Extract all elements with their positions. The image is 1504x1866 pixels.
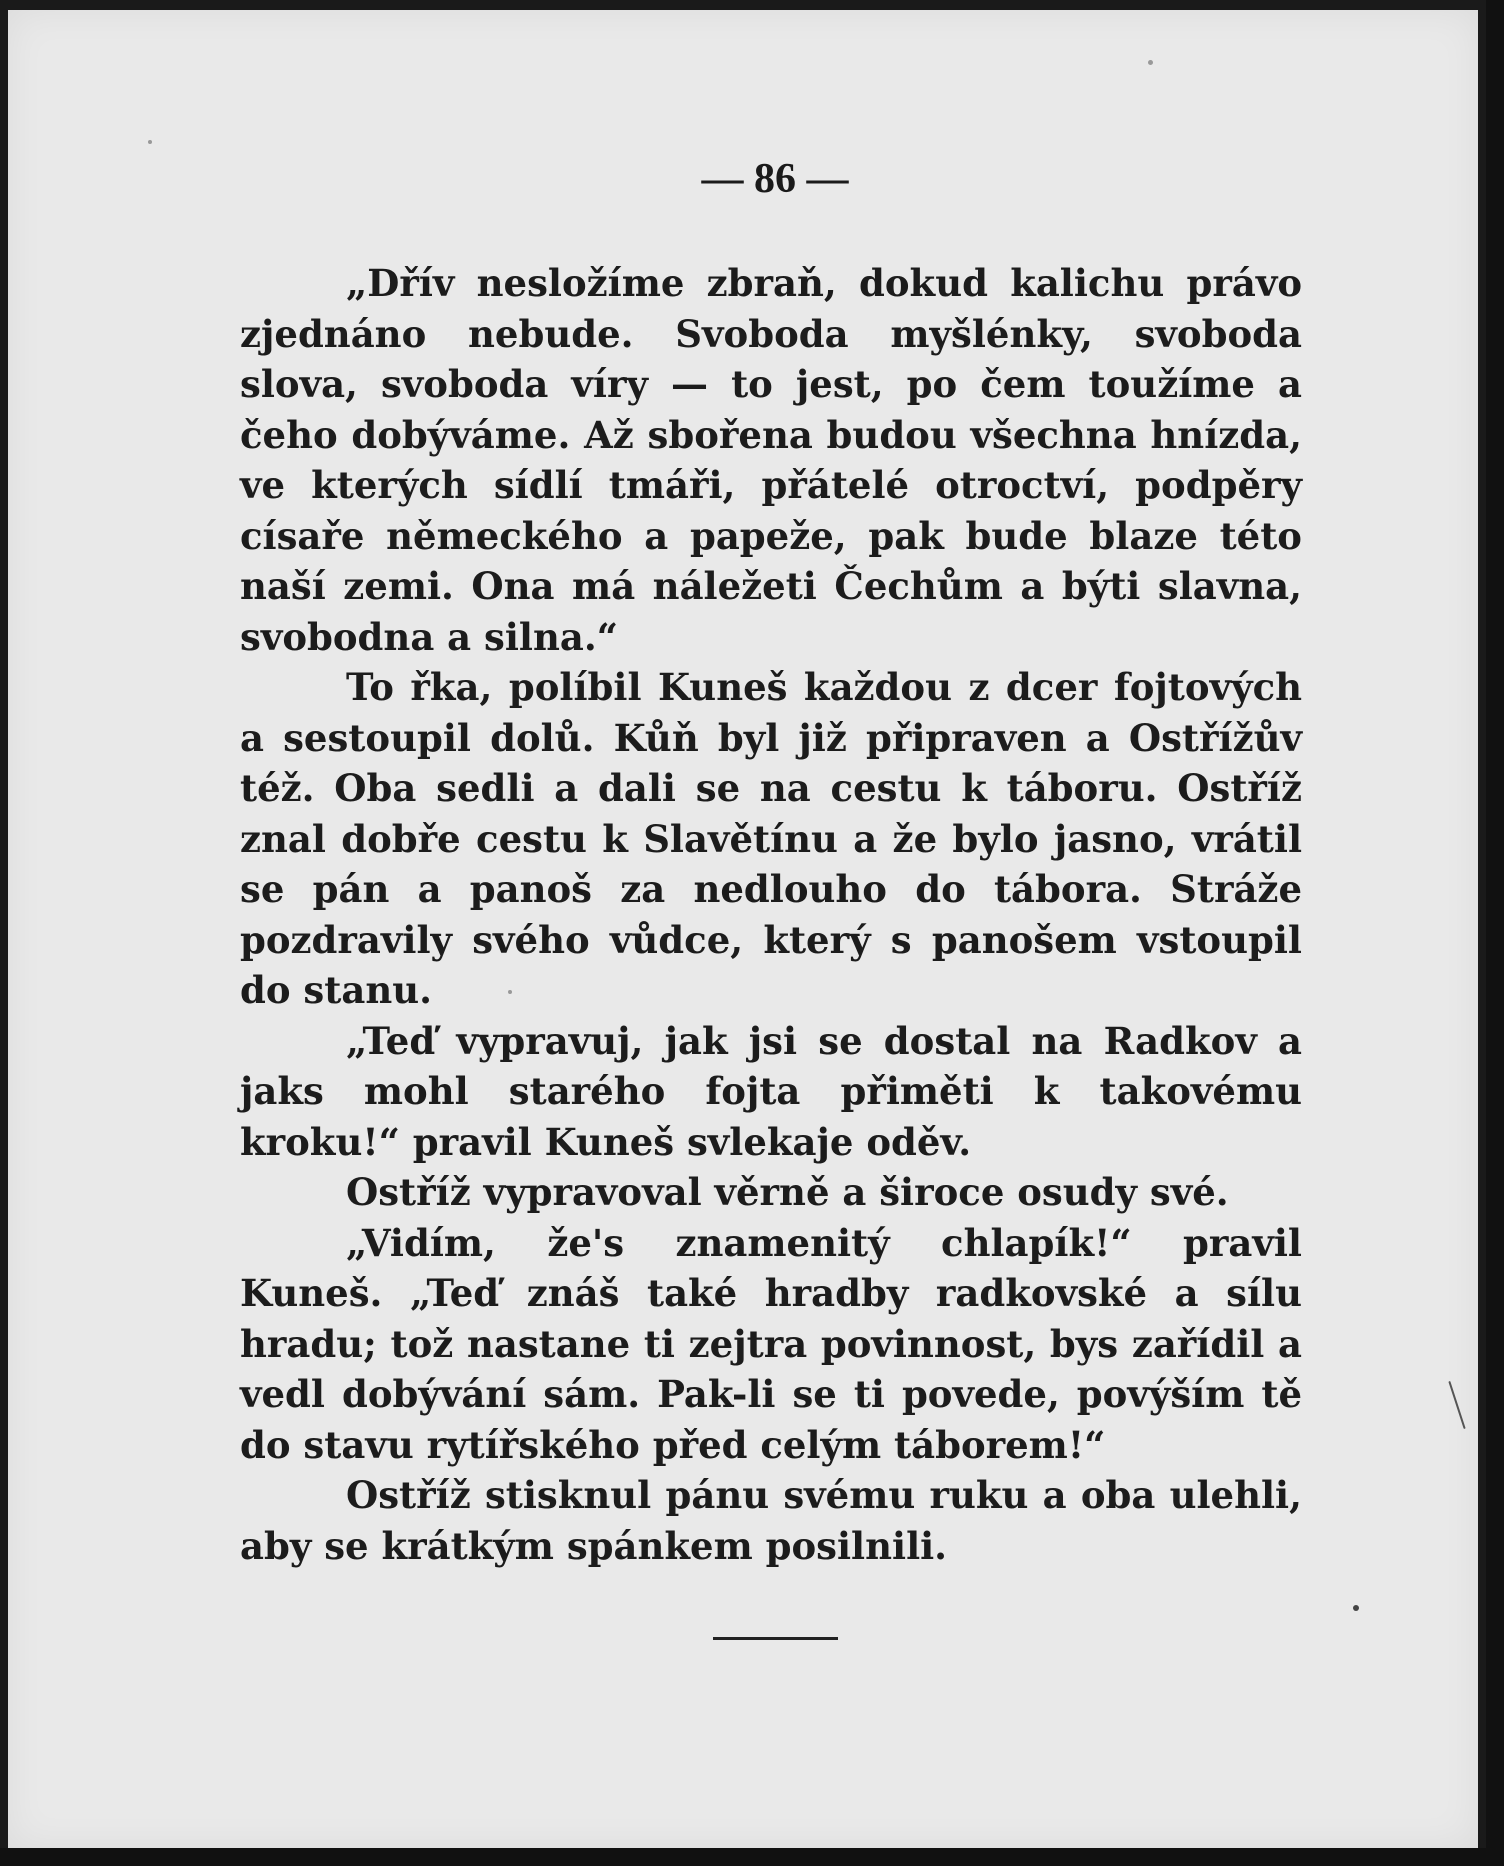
paper-speck xyxy=(1353,1605,1359,1611)
paragraph: To řka, políbil Kuneš každou z dcer fojtových a sestoupil dolů. Kůň byl již připraven a Ostřížův též. Oba sedli a dali se na cestu k táboru. Ostříž znal dobře cestu k Slavětínu a že bylo jasno, vrátil se pán a panoš za nedlouho do tábora. Stráže pozdravily svého vůdce, který s panošem vstoupil do stanu. xyxy=(240,665,1302,1012)
paragraph: „Dřív nesložíme zbraň, dokud kalichu právo zjednáno nebude. Svoboda myšlénky, svoboda slova, svoboda víry — to jest, po čem toužíme a čeho dobýváme. Až sbořena budou všechna hnízda, ve kterých sídlí tmáři, přátelé otroctví, podpěry císaře německého a papeže, pak bude blaze této naší zemi. Ona má náležeti Čechům a býti slavna, svobodna a silna.“ xyxy=(240,261,1302,659)
paper-speck xyxy=(1448,1381,1465,1429)
page-number: — 86 — xyxy=(701,156,849,202)
paper-speck xyxy=(508,990,512,994)
paper-speck xyxy=(1148,60,1153,65)
scan-border-right xyxy=(1486,0,1504,1866)
book-page xyxy=(8,10,1478,1848)
paragraph: „Vidím, že's znamenitý chlapík!“ pravil Kuneš. „Teď znáš také hradby radkovské a sílu hradu; tož nastane ti zejtra povinnost, bys zařídil a vedl dobývání sám. Pak-li se ti povede, povýším tě do stavu rytířského před celým táborem!“ xyxy=(240,1220,1302,1467)
paragraph: Ostříž vypravoval věrně a široce osudy své. xyxy=(346,1170,1229,1214)
paragraph: Ostříž stisknul pánu svému ruku a oba ulehli, aby se krátkým spánkem posilnili. xyxy=(240,1473,1302,1568)
scan-border-bottom xyxy=(0,1848,1504,1866)
end-rule-divider xyxy=(713,1637,838,1640)
body-text xyxy=(240,258,1302,1571)
paragraph: „Teď vypravuj, jak jsi se dostal na Radkov a jaks mohl starého fojta přiměti k takovému kroku!“ pravil Kuneš svlekaje oděv. xyxy=(240,1018,1302,1164)
paper-speck xyxy=(148,140,152,144)
